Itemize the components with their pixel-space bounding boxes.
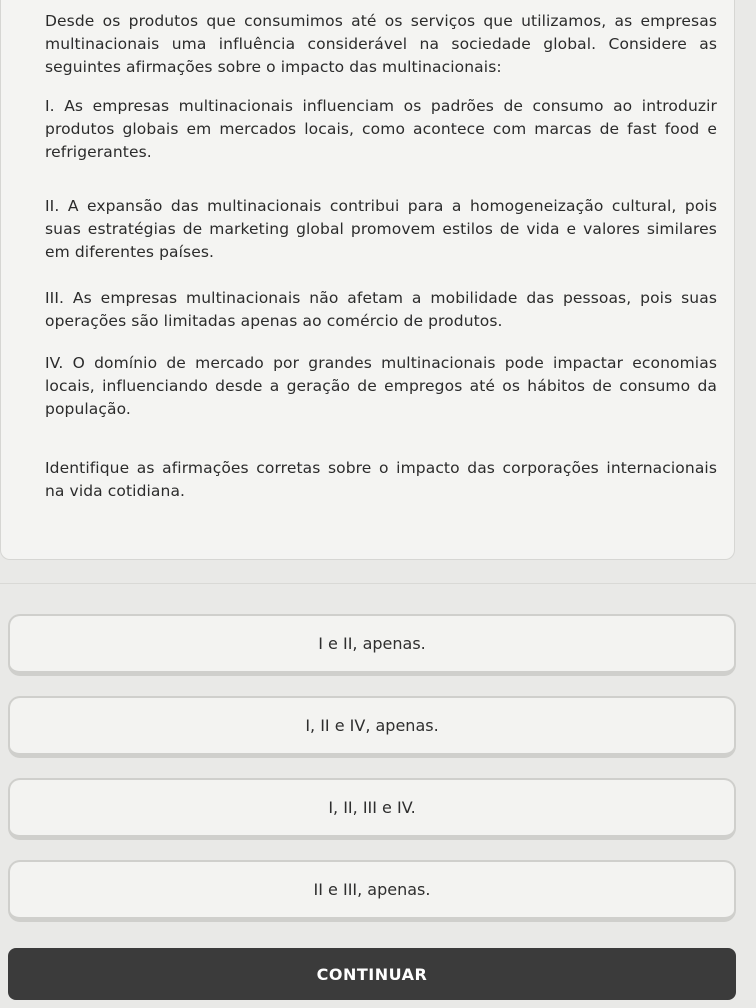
continue-button[interactable]: CONTINUAR — [8, 948, 736, 1000]
option-label: II e III, apenas. — [313, 880, 431, 899]
option-label: I, II e IV, apenas. — [305, 716, 439, 735]
option-d[interactable] — [8, 860, 736, 922]
statement-2: II. A expansão das multinacionais contribui para a homogeneização cultural, pois suas estratégias de marketing global promovem estilos de vida e valores similares em diferentes países. — [45, 197, 717, 261]
divider — [0, 583, 756, 584]
option-label: I, II, III e IV. — [328, 798, 416, 817]
question-prompt: Identifique as afirmações corretas sobre o impacto das corporações internacionais na vida cotidiana. — [45, 459, 717, 500]
option-c[interactable] — [8, 778, 736, 840]
question-intro: Desde os produtos que consumimos até os serviços que utilizamos, as empresas multinacionais uma influência considerável na sociedade global. Considere as seguintes afirmações sobre o impacto das multinacionais: — [45, 12, 717, 76]
statement-4: IV. O domínio de mercado por grandes multinacionais pode impactar economias locais, influenciando desde a geração de empregos até os hábitos de consumo da população. — [45, 354, 717, 418]
option-a[interactable] — [8, 614, 736, 676]
statement-3: III. As empresas multinacionais não afetam a mobilidade das pessoas, pois suas operações são limitadas apenas ao comércio de produtos. — [45, 289, 717, 330]
option-b[interactable] — [8, 696, 736, 758]
statement-1: I. As empresas multinacionais influenciam os padrões de consumo ao introduzir produtos globais em mercados locais, como acontece com marcas de fast food e refrigerantes. — [45, 97, 717, 161]
option-label: I e II, apenas. — [318, 634, 426, 653]
